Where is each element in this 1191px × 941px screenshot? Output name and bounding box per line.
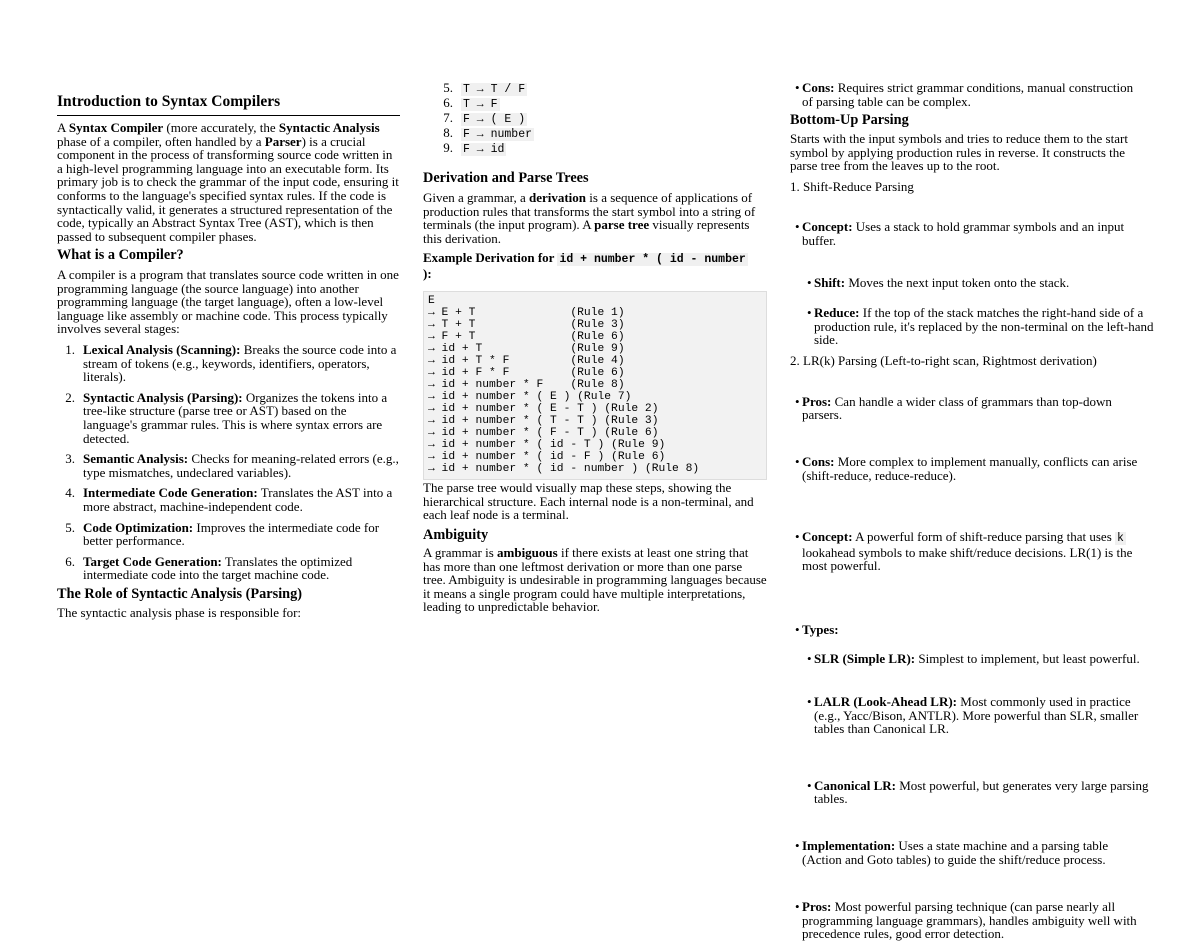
list-item: 2. Syntactic Analysis (Parsing): Organizes the tokens into a tree-like structure (parse tree or AST) based on the language's grammar rules. This is where syntax errors are detected. xyxy=(65,389,388,446)
sr-reduce-item: • Reduce: If the top of the stack matches the right-hand side of a production rule, it's replaced by the non-terminal on the left-hand side. xyxy=(790,306,1159,347)
list-item: 5. Code Optimization: Improves the intermediate code for better performance. xyxy=(65,519,380,549)
type-lalr-item: • LALR (Look-Ahead LR): Most commonly used in practice (e.g., Yacc/Bison, ANTLR). More powerful than SLR, smaller tables than Canonical LR. xyxy=(790,695,1159,736)
heading-ambiguity: Ambiguity xyxy=(423,527,489,543)
derivation-paragraph: Given a grammar, a derivation is a sequence of applications of production rules that transforms the start symbol into a string of terminals (the input program). A parse tree visually represents this derivation. xyxy=(423,190,756,246)
type-canonical-item: • Canonical LR: Most powerful, but generates very large parsing tables. xyxy=(790,779,1159,806)
grammar-rules-list xyxy=(423,80,768,155)
sr-shift-item: • Shift: Moves the next input token onto the stack. xyxy=(790,276,1159,290)
grammar-rule: 5. T → T / F xyxy=(443,80,526,96)
compiler-stages-list xyxy=(57,343,400,582)
sr-cons-item: • Cons: More complex to implement manually, conflicts can arise (shift-reduce, reduce-reduce). xyxy=(790,455,1147,482)
intro-paragraph: A Syntax Compiler (more accurately, the Syntactic Analysis phase of a compiler, often handled by a Parser) is a crucial component in the process of transforming source code written in a high-level programming language into an executable form. Its primary job is to check the grammar of the input code, ensuring it conforms to the language's specified syntax rules. If the code is syntactically valid, it generates a structured representation of the code, typically an Abstract Syntax Tree (AST), which is then passed to subsequent compiler phases. xyxy=(57,120,399,244)
derivation-steps: E → E + T (Rule 1) → T + T (Rule 3) → F + T (Rule 6) → id + T (Rule 9) → id + T * F (Rule 4) → id + F * F (Rule 6) → id + number * F (Rule 8) → id + number * ( E ) (Rule 7) → id + number * ( E - T ) (Rule 2) → id + number * ( T - T ) (Rule 3) → id + number * ( F - T ) (Rule 6) → id + number * ( id - T ) (Rule 9) → id + number * ( id - F ) (Rule 6) → id + number * ( id - number ) (Rule 8) xyxy=(428,295,700,475)
role-paragraph: The syntactic analysis phase is responsible for: xyxy=(57,605,302,620)
list-item: 1. Lexical Analysis (Scanning): Breaks the source code into a stream of tokens (e.g., keywords, identifiers, operators, literals). xyxy=(65,342,397,385)
shift-reduce-title: 1. Shift-Reduce Parsing xyxy=(790,179,914,194)
lr-concept-item: • Concept: A powerful form of shift-reduce parsing that uses k lookahead symbols to make shift/reduce decisions. LR(1) is the most powerful. xyxy=(790,530,1147,573)
lr-types-item: • Types: xyxy=(790,623,1147,637)
heading-derivation: Derivation and Parse Trees xyxy=(423,170,589,186)
derivation-code-block xyxy=(423,291,767,480)
ambiguity-paragraph: A grammar is ambiguous if there exists at least one string that has more than one leftmost derivation or more than one parse tree. Ambiguity is undesirable in programming languages because it means a single program could have multiple interpretations, leading to unpredictable behavior. xyxy=(423,545,767,615)
type-slr-item: • SLR (Simple LR): Simplest to implement, but least powerful. xyxy=(790,652,1159,666)
parse-tree-paragraph: The parse tree would visually map these steps, showing the hierarchical structure. Each internal node is a non-terminal, and each leaf node is a terminal. xyxy=(423,480,754,523)
grammar-rule: 9. F → id xyxy=(443,140,505,156)
sr-concept-item: • Concept: Uses a stack to hold grammar symbols and an input buffer. xyxy=(790,220,1147,247)
list-item: 6. Target Code Generation: Translates the optimized intermediate code into the target machine code. xyxy=(65,553,353,583)
compiler-description: A compiler is a program that translates source code written in one programming language (the source language) into another programming language (the target language), often a low-level language like assembly or machine code. This process typically involves several stages: xyxy=(57,267,399,337)
lr-implementation-item: • Implementation: Uses a state machine and a parsing table (Action and Goto tables) to guide the shift/reduce process. xyxy=(790,839,1147,866)
example-derivation-label: Example Derivation for id + number * ( id - number ): xyxy=(423,250,746,281)
grammar-rule: 6. T → F xyxy=(443,95,498,111)
heading-what-is-compiler: What is a Compiler? xyxy=(57,247,184,263)
lr-pros-item: • Pros: Most powerful parsing technique (can parse nearly all programming language grammars), handles ambiguity well with precedence rules, good error detection. xyxy=(790,900,1147,941)
lr-parsing-title: 2. LR(k) Parsing (Left-to-right scan, Rightmost derivation) xyxy=(790,353,1097,368)
heading-bottom-up: Bottom-Up Parsing xyxy=(790,112,909,128)
sr-pros-item: • Pros: Can handle a wider class of grammars than top-down parsers. xyxy=(790,395,1147,422)
ll-cons-item: • Cons: Requires strict grammar conditions, manual construction of parsing table can be complex. xyxy=(790,81,1147,108)
list-item: 4. Intermediate Code Generation: Translates the AST into a more abstract, machine-independent code. xyxy=(65,485,393,514)
list-item: 3. Semantic Analysis: Checks for meaning-related errors (e.g., type mismatches, undeclared variables). xyxy=(65,451,399,480)
grammar-rule: 8. F → number xyxy=(443,125,533,141)
article-title: Introduction to Syntax Compilers xyxy=(57,93,400,116)
bottom-up-paragraph: Starts with the input symbols and tries to reduce them to the start symbol by applying production rules in reverse. It constructs the parse tree from the leaves up to the root. xyxy=(790,131,1128,174)
grammar-rule: 7. F → ( E ) xyxy=(443,110,526,126)
heading-role-of-parsing: The Role of Syntactic Analysis (Parsing) xyxy=(57,586,303,602)
